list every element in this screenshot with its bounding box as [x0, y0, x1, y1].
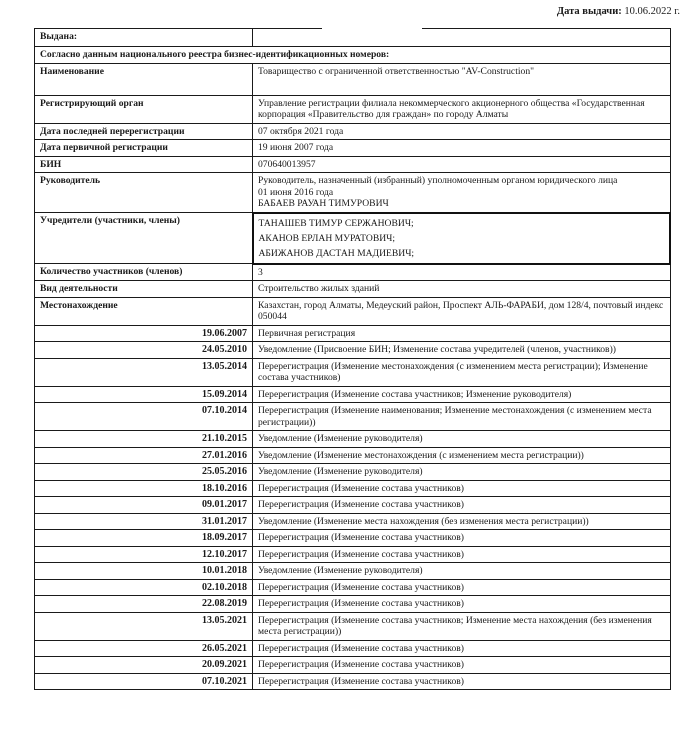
- history-event: Уведомление (Присвоение БИН; Изменение состава учредителей (членов, участников)): [253, 342, 671, 359]
- activity-value: Строительство жилых зданий: [253, 281, 671, 298]
- primary-registration-label: Дата первичной регистрации: [35, 140, 253, 157]
- last-reregistration-label: Дата последней перерегистрации: [35, 123, 253, 140]
- history-row: [35, 673, 671, 690]
- history-event: Перерегистрация (Изменение наименования; Изменение местонахождения (с изменением места регистрации)): [253, 403, 671, 431]
- bin-label: БИН: [35, 156, 253, 173]
- head-position: Руководитель, назначенный (избранный) уполномоченным органом юридического лица: [258, 175, 618, 186]
- history-date: 07.10.2014: [35, 403, 253, 431]
- history-date: 27.01.2016: [35, 447, 253, 464]
- history-date: 24.05.2010: [35, 342, 253, 359]
- history-date: 10.01.2018: [35, 563, 253, 580]
- history-row: [35, 640, 671, 657]
- history-row: [35, 464, 671, 481]
- history-row: [35, 325, 671, 342]
- history-row: [35, 546, 671, 563]
- registering-body-value: Управление регистрации филиала некоммерческого акционерного общества «Государственная корпорация «Правительство для граждан» по городу Алматы: [253, 95, 671, 123]
- history-event: Перерегистрация (Изменение состава участников): [253, 596, 671, 613]
- history-event: Уведомление (Изменение руководителя): [253, 563, 671, 580]
- name-value: Товарищество с ограниченной ответственностью "AV-Construction": [253, 63, 671, 95]
- participants-count-row: [35, 264, 671, 281]
- history-date: 19.06.2007: [35, 325, 253, 342]
- head-label: Руководитель: [35, 173, 253, 213]
- participants-count-label: Количество участников (членов): [35, 264, 253, 281]
- bin-value: 070640013957: [253, 156, 671, 173]
- activity-label: Вид деятельности: [35, 281, 253, 298]
- history-row: [35, 342, 671, 359]
- history-date: 15.09.2014: [35, 386, 253, 403]
- founders-label: Учредители (участники, члены): [35, 213, 253, 264]
- location-row: [35, 297, 671, 325]
- history-row: [35, 403, 671, 431]
- history-event: Уведомление (Изменение места нахождения (без изменения места регистрации)): [253, 513, 671, 530]
- history-row: [35, 431, 671, 448]
- activity-row: [35, 281, 671, 298]
- history-date: 18.09.2017: [35, 530, 253, 547]
- history-row: [35, 579, 671, 596]
- last-reregistration-row: [35, 123, 671, 140]
- history-event: Перерегистрация (Изменение состава участников; Изменение места нахождения (без изменения места регистрации)): [253, 612, 671, 640]
- top-border-gap: [322, 26, 422, 30]
- history-date: 22.08.2019: [35, 596, 253, 613]
- history-row: [35, 513, 671, 530]
- history-row: [35, 563, 671, 580]
- issued-to-value: [253, 29, 671, 47]
- registering-body-label: Регистрирующий орган: [35, 95, 253, 123]
- participants-count-value: 3: [253, 264, 671, 281]
- history-event: Перерегистрация (Изменение местонахождения (с изменением места регистрации); Изменение состава участников): [253, 358, 671, 386]
- history-event: Перерегистрация (Изменение состава участников): [253, 673, 671, 690]
- registering-body-row: [35, 95, 671, 123]
- history-row: [35, 612, 671, 640]
- head-appointed-date: 01 июня 2016 года: [258, 186, 334, 198]
- history-event: Перерегистрация (Изменение состава участников): [253, 530, 671, 547]
- primary-registration-value: 19 июня 2007 года: [253, 140, 671, 157]
- founder-name: АБИЖАНОВ ДАСТАН МАДИЕВИЧ;: [258, 247, 415, 259]
- history-event: Первичная регистрация: [253, 325, 671, 342]
- history-date: 21.10.2015: [35, 431, 253, 448]
- history-date: 13.05.2021: [35, 612, 253, 640]
- history-event: Уведомление (Изменение руководителя): [253, 431, 671, 448]
- history-row: [35, 358, 671, 386]
- history-event: Перерегистрация (Изменение состава участников; Изменение руководителя): [253, 386, 671, 403]
- history-date: 13.05.2014: [35, 358, 253, 386]
- last-reregistration-value: 07 октября 2021 года: [253, 123, 671, 140]
- issued-to-label: Выдана:: [35, 29, 253, 47]
- history-event: Уведомление (Изменение руководителя): [253, 464, 671, 481]
- issue-date-label: Дата выдачи:: [556, 6, 622, 17]
- head-value: [253, 173, 671, 213]
- issued-to-row: [35, 29, 671, 47]
- location-value: Казахстан, город Алматы, Медеуский район, Проспект АЛЬ-ФАРАБИ, дом 128/4, почтовый индекс 050044: [253, 297, 671, 325]
- registration-certificate-table: [34, 28, 671, 690]
- history-date: 09.01.2017: [35, 497, 253, 514]
- issue-date: [557, 6, 680, 17]
- history-row: [35, 497, 671, 514]
- history-date: 25.05.2016: [35, 464, 253, 481]
- location-label: Местонахождение: [35, 297, 253, 325]
- history-date: 26.05.2021: [35, 640, 253, 657]
- founders-row: [35, 213, 671, 264]
- history-event: Перерегистрация (Изменение состава участников): [253, 640, 671, 657]
- head-name: БАБАЕВ РАУАН ТИМУРОВИЧ: [258, 198, 389, 209]
- history-row: [35, 657, 671, 674]
- bin-row: [35, 156, 671, 173]
- history-row: [35, 447, 671, 464]
- history-row: [35, 480, 671, 497]
- history-event: Перерегистрация (Изменение состава участников): [253, 546, 671, 563]
- history-event: Перерегистрация (Изменение состава участников): [253, 497, 671, 514]
- history-date: 02.10.2018: [35, 579, 253, 596]
- history-event: Перерегистрация (Изменение состава участников): [253, 480, 671, 497]
- history-row: [35, 530, 671, 547]
- history-date: 18.10.2016: [35, 480, 253, 497]
- name-label: Наименование: [35, 63, 253, 95]
- history-event: Перерегистрация (Изменение состава участников): [253, 579, 671, 596]
- registry-note: Согласно данным национального реестра бизнес-идентификационных номеров:: [35, 47, 671, 64]
- registry-note-row: [35, 47, 671, 64]
- history-date: 20.09.2021: [35, 657, 253, 674]
- head-row: [35, 173, 671, 213]
- primary-registration-row: [35, 140, 671, 157]
- history-date: 07.10.2021: [35, 673, 253, 690]
- history-event: Уведомление (Изменение местонахождения (с изменением места регистрации)): [253, 447, 671, 464]
- founders-value: [253, 213, 671, 264]
- history-date: 31.01.2017: [35, 513, 253, 530]
- history-row: [35, 596, 671, 613]
- founder-name: ТАНАШЕВ ТИМУР СЕРЖАНОВИЧ;: [258, 217, 414, 229]
- history-event: Перерегистрация (Изменение состава участников): [253, 657, 671, 674]
- issue-date-value: 10.06.2022 г.: [624, 6, 680, 17]
- name-row: [35, 63, 671, 95]
- history-date: 12.10.2017: [35, 546, 253, 563]
- founder-name: АКАНОВ ЕРЛАН МУРАТОВИЧ;: [258, 232, 396, 244]
- history-row: [35, 386, 671, 403]
